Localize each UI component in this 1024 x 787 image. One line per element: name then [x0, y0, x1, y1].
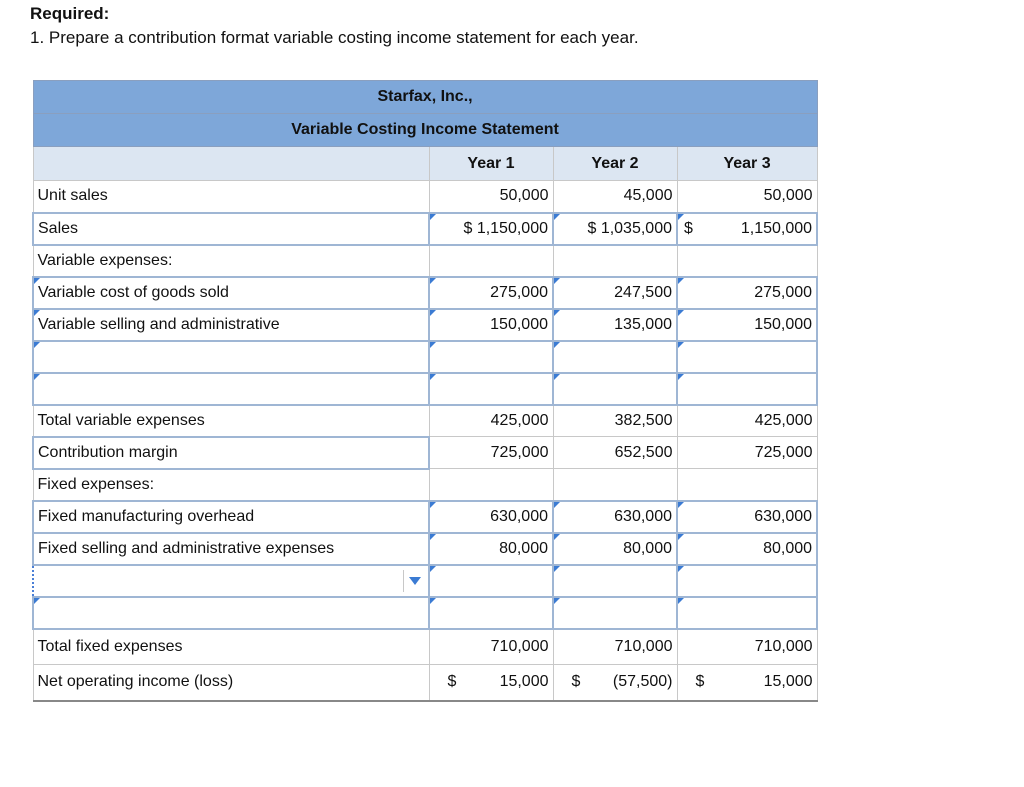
unit-sales-y3: 50,000 [677, 181, 817, 213]
row-unit-sales [33, 181, 817, 213]
contribution-margin-y1: 725,000 [429, 437, 553, 469]
fixed-expense-dropdown[interactable] [33, 565, 429, 597]
empty-fixed-1-y1-input[interactable] [429, 565, 553, 597]
fixed-expenses-label: Fixed expenses: [33, 469, 429, 501]
net-income-y1-value: 15,000 [499, 673, 549, 691]
empty-fixed-1-y3-input[interactable] [677, 565, 817, 597]
row-empty-fixed-1 [33, 565, 817, 597]
empty-fixed-1-y2-input[interactable] [553, 565, 677, 597]
empty-fixed-2-y3-input[interactable] [677, 597, 817, 629]
total-variable-y1: 425,000 [429, 405, 553, 437]
row-empty-variable-1 [33, 341, 817, 373]
fixed-sga-y2-input[interactable]: 80,000 [553, 533, 677, 565]
fixed-heading-y1 [429, 469, 553, 501]
sales-y1-input[interactable]: $ 1,150,000 [429, 213, 553, 245]
fixed-heading-y3 [677, 469, 817, 501]
chevron-down-icon[interactable] [403, 570, 426, 592]
empty-variable-2-y3-input[interactable] [677, 373, 817, 405]
empty-variable-2-y1-input[interactable] [429, 373, 553, 405]
statement-title: Variable Costing Income Statement [33, 114, 817, 147]
contribution-margin-y3: 725,000 [677, 437, 817, 469]
empty-fixed-2-label-input[interactable] [33, 597, 429, 629]
total-fixed-y1: 710,000 [429, 629, 553, 665]
row-fixed-sga [33, 533, 817, 565]
fixed-sga-y3-input[interactable]: 80,000 [677, 533, 817, 565]
total-variable-y3: 425,000 [677, 405, 817, 437]
total-fixed-label: Total fixed expenses [33, 629, 429, 665]
total-variable-label: Total variable expenses [33, 405, 429, 437]
col-year1: Year 1 [429, 147, 553, 181]
fixed-heading-y2 [553, 469, 677, 501]
fixed-mfg-y3-input[interactable]: 630,000 [677, 501, 817, 533]
row-fixed-expenses-heading [33, 469, 817, 501]
empty-variable-2-label-input[interactable] [33, 373, 429, 405]
variable-sga-y3-input[interactable]: 150,000 [677, 309, 817, 341]
required-heading: Required: [30, 4, 110, 23]
net-income-y1-currency: $ [447, 673, 457, 691]
row-variable-cogs [33, 277, 817, 309]
instruction-text: 1. Prepare a contribution format variable costing income statement for each year. [30, 28, 639, 47]
net-income-y3-currency: $ [695, 673, 705, 691]
unit-sales-y1: 50,000 [429, 181, 553, 213]
row-fixed-mfg [33, 501, 817, 533]
row-contribution-margin [33, 437, 817, 469]
variable-expenses-label: Variable expenses: [33, 245, 429, 277]
net-income-label: Net operating income (loss) [33, 665, 429, 701]
row-empty-variable-2 [33, 373, 817, 405]
net-income-y1 [429, 665, 553, 701]
fixed-mfg-y2-input[interactable]: 630,000 [553, 501, 677, 533]
row-empty-fixed-2 [33, 597, 817, 629]
sales-label-input[interactable]: Sales [33, 213, 429, 245]
variable-cogs-y3-input[interactable]: 275,000 [677, 277, 817, 309]
unit-sales-y2: 45,000 [553, 181, 677, 213]
row-net-income [33, 665, 817, 701]
company-name: Starfax, Inc., [33, 81, 817, 114]
contribution-margin-label-input[interactable]: Contribution margin [33, 437, 429, 469]
unit-sales-label: Unit sales [33, 181, 429, 213]
header-blank [33, 147, 429, 181]
total-fixed-y2: 710,000 [553, 629, 677, 665]
empty-variable-1-y2-input[interactable] [553, 341, 677, 373]
row-variable-sga [33, 309, 817, 341]
empty-variable-1-label-input[interactable] [33, 341, 429, 373]
variable-sga-y1-input[interactable]: 150,000 [429, 309, 553, 341]
fixed-sga-y1-input[interactable]: 80,000 [429, 533, 553, 565]
empty-fixed-2-y2-input[interactable] [553, 597, 677, 629]
variable-sga-label-input[interactable]: Variable selling and administrative [33, 309, 429, 341]
col-year2: Year 2 [553, 147, 677, 181]
fixed-mfg-y1-input[interactable]: 630,000 [429, 501, 553, 533]
net-income-y2-currency: $ [571, 673, 581, 691]
row-variable-expenses-heading [33, 245, 817, 277]
empty-fixed-2-y1-input[interactable] [429, 597, 553, 629]
empty-variable-1-y1-input[interactable] [429, 341, 553, 373]
row-total-variable [33, 405, 817, 437]
contribution-margin-y2: 652,500 [553, 437, 677, 469]
variable-cogs-y1-input[interactable]: 275,000 [429, 277, 553, 309]
sales-y3-value: 1,150,000 [740, 219, 813, 237]
variable-heading-y1 [429, 245, 553, 277]
row-total-fixed [33, 629, 817, 665]
variable-cogs-y2-input[interactable]: 247,500 [553, 277, 677, 309]
fixed-sga-label-input[interactable]: Fixed selling and administrative expenses [33, 533, 429, 565]
row-sales [33, 213, 817, 245]
total-variable-y2: 382,500 [553, 405, 677, 437]
empty-variable-1-y3-input[interactable] [677, 341, 817, 373]
sales-y2-input[interactable]: $ 1,035,000 [553, 213, 677, 245]
sales-y3-input[interactable] [677, 213, 817, 245]
total-fixed-y3: 710,000 [677, 629, 817, 665]
net-income-y3-value: 15,000 [763, 673, 813, 691]
variable-sga-y2-input[interactable]: 135,000 [553, 309, 677, 341]
empty-variable-2-y2-input[interactable] [553, 373, 677, 405]
col-year3: Year 3 [677, 147, 817, 181]
fixed-mfg-label-input[interactable]: Fixed manufacturing overhead [33, 501, 429, 533]
variable-heading-y2 [553, 245, 677, 277]
income-statement-table [32, 80, 818, 702]
sales-y3-currency: $ [684, 219, 693, 237]
net-income-y3 [677, 665, 817, 701]
net-income-y2-value: (57,500) [612, 673, 673, 691]
variable-cogs-label-input[interactable]: Variable cost of goods sold [33, 277, 429, 309]
variable-heading-y3 [677, 245, 817, 277]
net-income-y2 [553, 665, 677, 701]
